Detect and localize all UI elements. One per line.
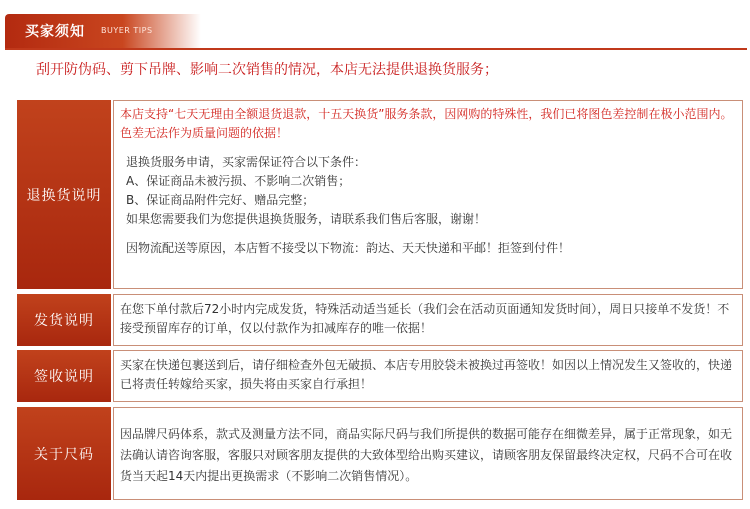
returns-content <box>113 100 743 289</box>
returns-intro: 本店支持“七天无理由全额退货退款，十五天换货”服务条款，因网购的特殊性，我们已将图色差控制在极小范围内。色差无法作为质量问题的依据！ <box>120 107 733 140</box>
shipping-content <box>113 294 743 346</box>
receipt-content <box>113 350 743 402</box>
returns-condition-b: B、保证商品附件完好、赠品完整； <box>126 193 315 207</box>
shipping-label: 发货说明 <box>17 294 111 346</box>
returns-section <box>17 100 743 289</box>
returns-logistics: 因物流配送等原因，本店暂不接受以下物流：韵达、天天快递和平邮！拒签到付件！ <box>126 241 571 255</box>
receipt-text: 买家在快递包裹送到后，请仔细检查外包无破损、本店专用胶袋未被换过再签收！如因以上情况发生又签收的，快递已将责任转嫁给买家，损失将由买家自行承担！ <box>120 358 733 391</box>
sizing-content <box>113 407 743 500</box>
receipt-label: 签收说明 <box>17 350 111 402</box>
shipping-section <box>17 294 743 346</box>
sizing-section <box>17 407 743 500</box>
returns-label: 退换货说明 <box>17 100 111 289</box>
anti-counterfeit-notice: 刮开防伪码、剪下吊牌、影响二次销售的情况，本店无法提供退换货服务； <box>36 62 498 78</box>
section-header <box>5 14 747 50</box>
header-title: 买家须知 <box>25 24 85 40</box>
header-subtitle: BUYER TIPS <box>101 26 153 35</box>
sizing-text: 因品牌尺码体系，款式及测量方法不同，商品实际尺码与我们所提供的数据可能存在细微差异，属于正常现象，如无法确认请咨询客服，客服只对顾客朋友提供的大致体型给出购买建议，请顾客朋友保留最终决定权，尺码不合可在收货当天起14天内提出更换需求（不影响二次销售情况）。 <box>120 427 733 483</box>
returns-contact: 如果您需要我们为您提供退换货服务，请联系我们售后客服，谢谢！ <box>126 212 487 226</box>
returns-condition-a: A、保证商品未被污损、不影响二次销售； <box>126 174 351 188</box>
shipping-text: 在您下单付款后72小时内完成发货，特殊活动适当延长（我们会在活动页面通知发货时间），周日只接单不发货！不接受预留库存的订单，仅以付款作为扣减库存的唯一依据！ <box>120 302 730 335</box>
header-tab <box>5 14 201 48</box>
returns-conditions-title: 退换货服务申请，买家需保证符合以下条件： <box>126 155 367 169</box>
receipt-section <box>17 350 743 402</box>
sizing-label: 关于尺码 <box>17 407 111 500</box>
